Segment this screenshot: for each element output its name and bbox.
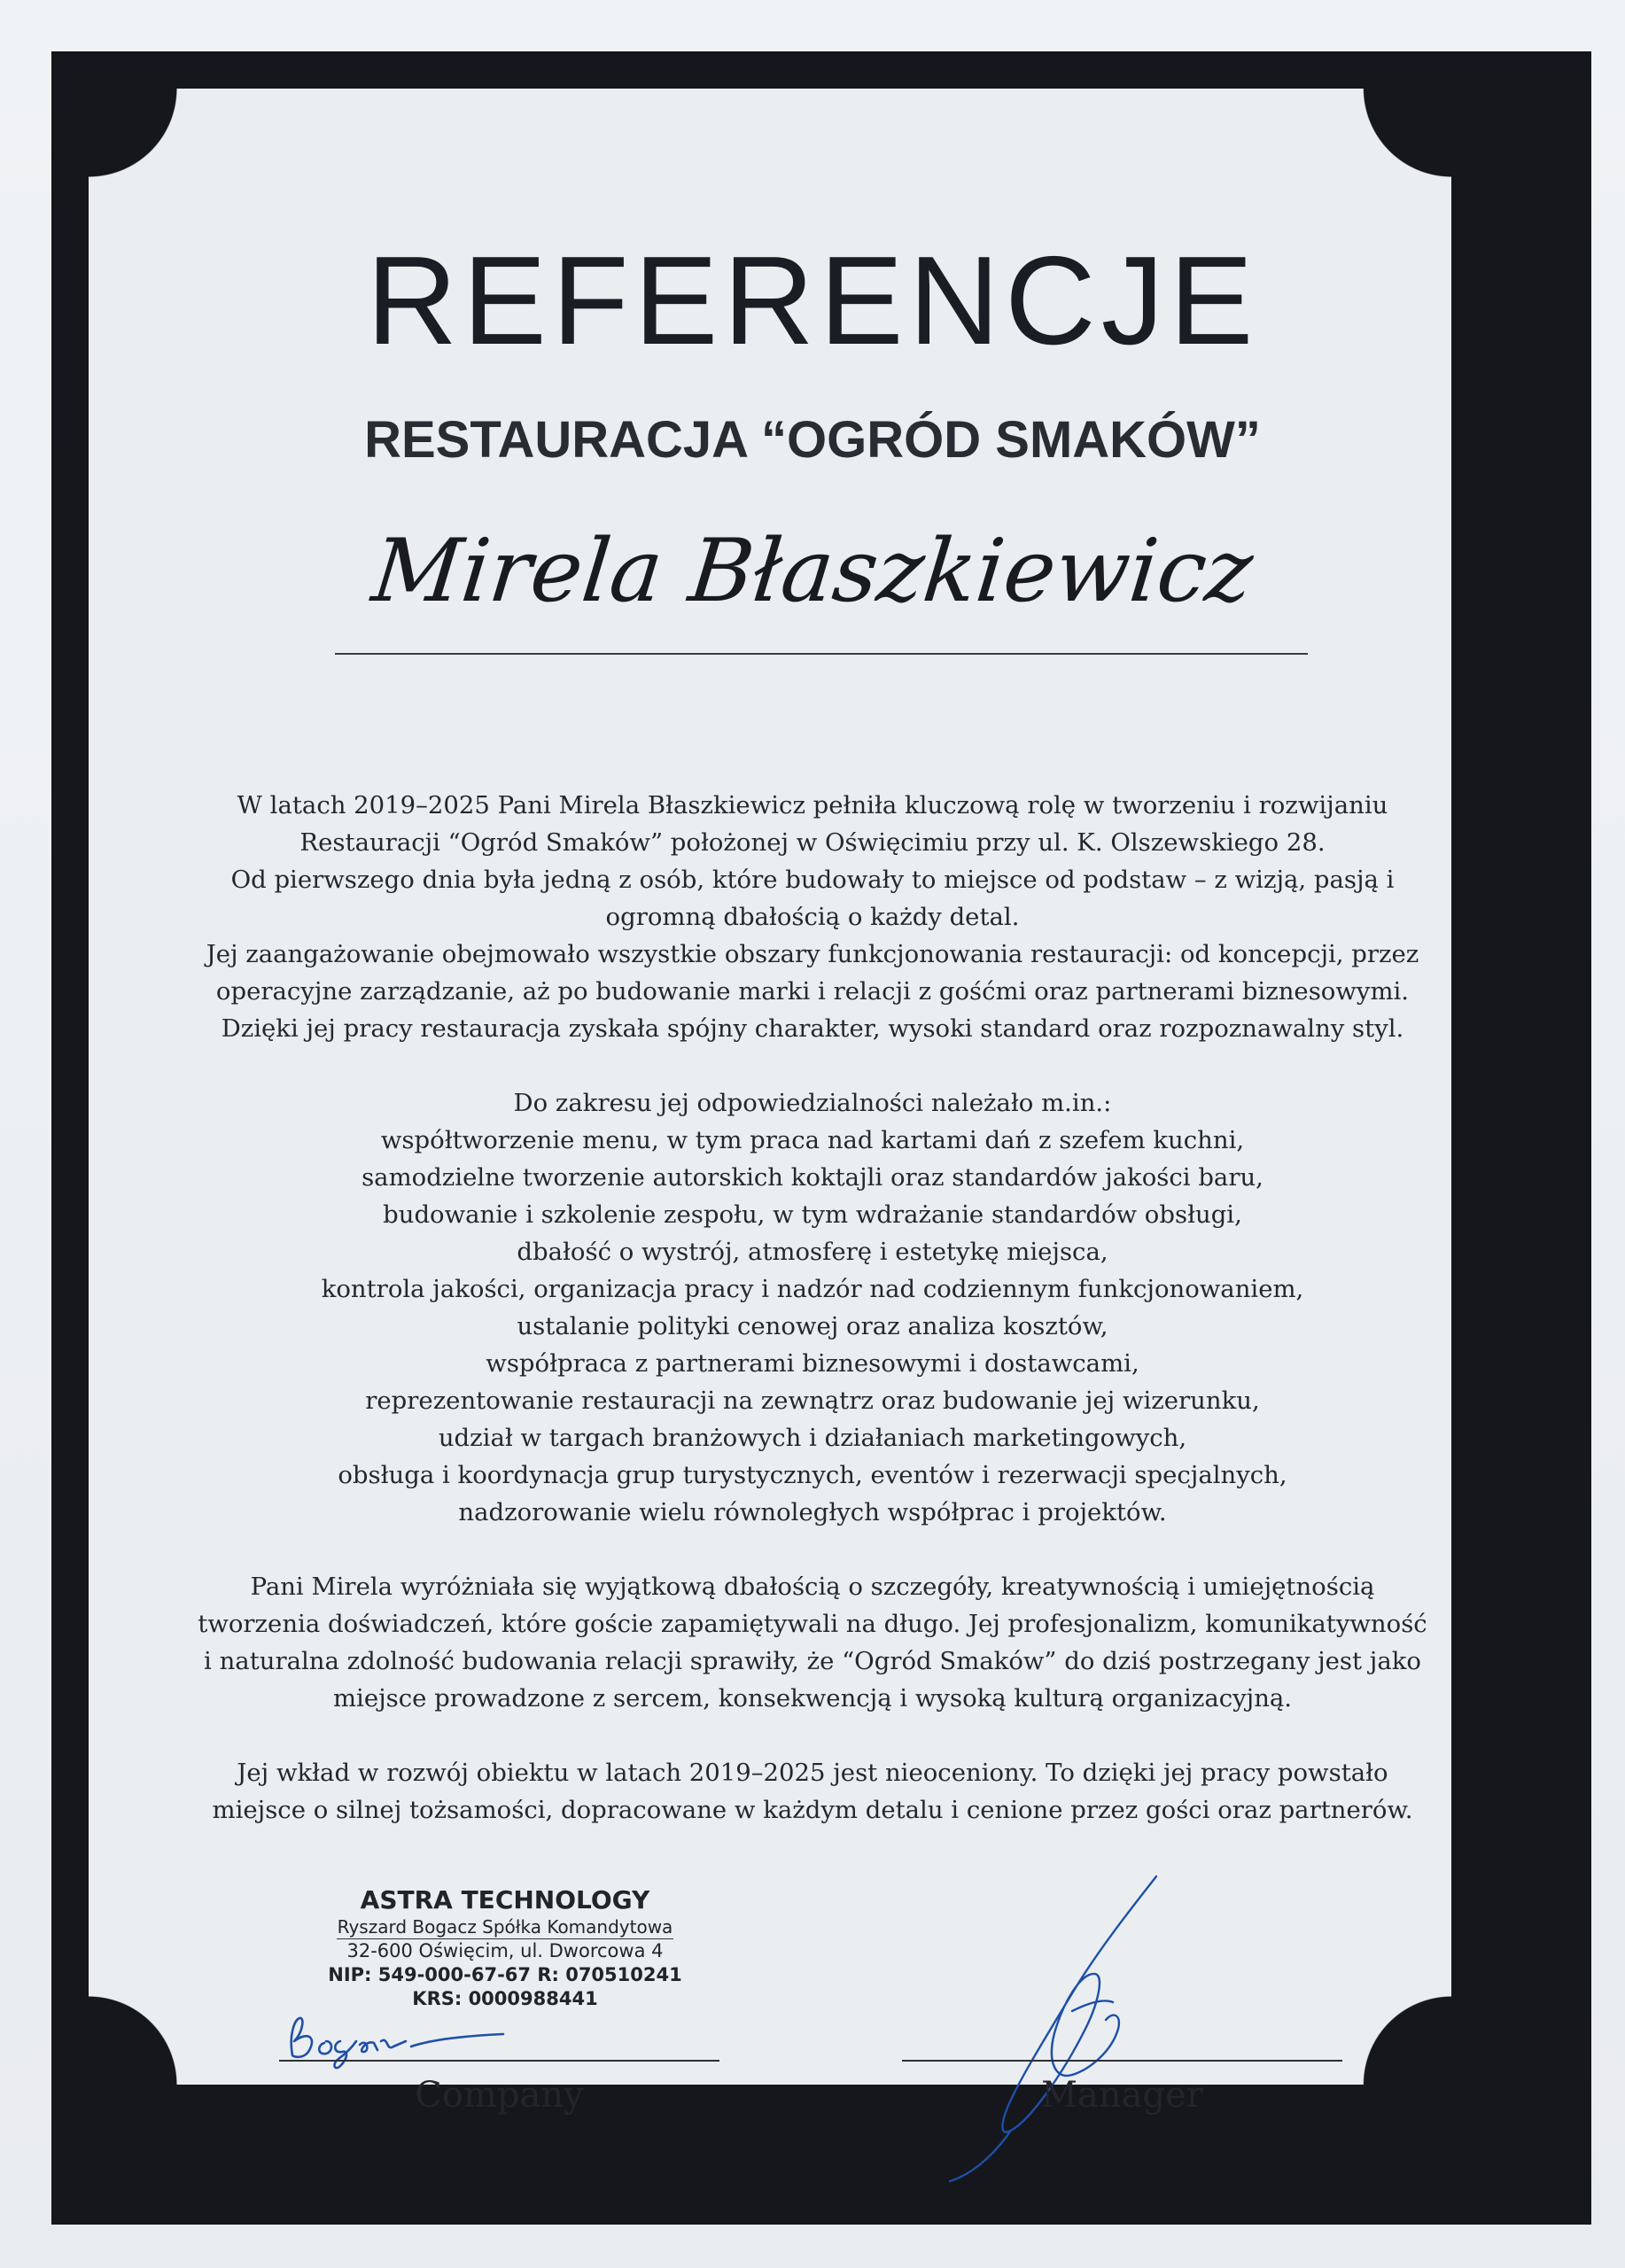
stamp-owner: Ryszard Bogacz Spółka Komandytowa [337,1916,673,1938]
stamp-ids: NIP: 549-000-67-67 R: 070510241 [328,1964,682,1985]
name-underline [335,653,1308,655]
body-line: Od pierwszego dnia była jedną z osób, które budowały to miejsce od podstaw – z wizją, pasją i [230,866,1395,894]
body-line: Jej zaangażowanie obejmowało wszystkie obszary funkcjonowania restauracji: od koncepcji, przez [206,940,1419,968]
paragraph-gap [177,1531,1448,1568]
body-line: współtworzenie menu, w tym praca nad kartami dań z szefem kuchni, [380,1126,1245,1154]
body-line: W latach 2019–2025 Pani Mirela Błaszkiewicz pełniła kluczową rolę w tworzeniu i rozwijaniu [237,791,1388,819]
body-line: dbałość o wystrój, atmosferę i estetykę miejsca, [517,1238,1108,1266]
body-line: ustalanie polityki cenowej oraz analiza kosztów, [517,1312,1108,1340]
body-line: Jej wkład w rozwój obiektu w latach 2019–2025 jest nieoceniony. To dzięki jej pracy powstało [237,1759,1388,1787]
body-line: Dzięki jej pracy restauracja zyskała spójny charakter, wysoki standard oraz rozpoznawalny styl. [221,1014,1404,1043]
manager-signature-line [902,2060,1342,2062]
recipient-name: Mirela Błaszkiewicz [367,521,1258,622]
document-title: REFERENCJE [366,230,1259,371]
body-line: Do zakresu jej odpowiedzialności należało m.in.: [513,1089,1112,1117]
body-line: udział w targach branżowych i działaniach marketingowych, [438,1424,1187,1452]
company-label: Company [415,2075,584,2116]
body-line: nadzorowanie wielu równoległych współprac i projektów. [458,1498,1167,1526]
stamp-company-name: ASTRA TECHNOLOGY [360,1885,650,1915]
company-signature-line [279,2060,719,2062]
company-stamp [328,1885,682,2011]
manager-label: Manager [1041,2075,1203,2116]
stamp-krs: KRS: 0000988441 [412,1988,598,2009]
body-line: samodzielne tworzenie autorskich koktajli oraz standardów jakości baru, [362,1163,1263,1192]
reference-body [177,787,1448,1829]
body-line: i naturalna zdolność budowania relacji sprawiły, że “Ogród Smaków” do dziś postrzegany jest jako [204,1647,1421,1675]
body-line: miejsce prowadzone z sercem, konsekwencją i wysoką kulturą organizacyjną. [332,1684,1293,1713]
body-line: współpraca z partnerami biznesowymi i dostawcami, [486,1349,1139,1378]
document-subtitle: RESTAURACJA “OGRÓD SMAKÓW” [364,411,1261,469]
body-line: tworzenia doświadczeń, które goście zapamiętywali na długo. Jej profesjonalizm, komunikatywność [198,1610,1427,1638]
body-line: Restauracji “Ogród Smaków” położonej w Oświęcimiu przy ul. K. Olszewskiego 28. [299,828,1326,857]
body-line: operacyjne zarządzanie, aż po budowanie marki i relacji z gośćmi oraz partnerami biznesowymi. [215,977,1410,1006]
body-line: obsługa i koordynacja grup turystycznych, eventów i rezerwacji specjalnych, [338,1461,1287,1489]
body-line: reprezentowanie restauracji na zewnątrz oraz budowanie jej wizerunku, [365,1386,1260,1415]
manager-signature [930,1869,1187,2188]
paragraph-gap [177,1717,1448,1754]
stamp-address: 32-600 Oświęcim, ul. Dworcowa 4 [346,1940,664,1961]
paragraph-gap [177,1047,1448,1084]
body-line: ogromną dbałością o każdy detal. [605,903,1020,931]
body-line: Pani Mirela wyróżniała się wyjątkową dbałością o szczegóły, kreatywnością i umiejętnością [250,1573,1375,1601]
body-line: budowanie i szkolenie zespołu, w tym wdrażanie standardów obsługi, [383,1200,1242,1229]
body-line: kontrola jakości, organizacja pracy i nadzór nad codziennym funkcjonowaniem, [321,1275,1304,1303]
body-line: miejsce o silnej tożsamości, dopracowane w każdym detalu i cenione przez gości oraz partnerów. [212,1796,1413,1824]
